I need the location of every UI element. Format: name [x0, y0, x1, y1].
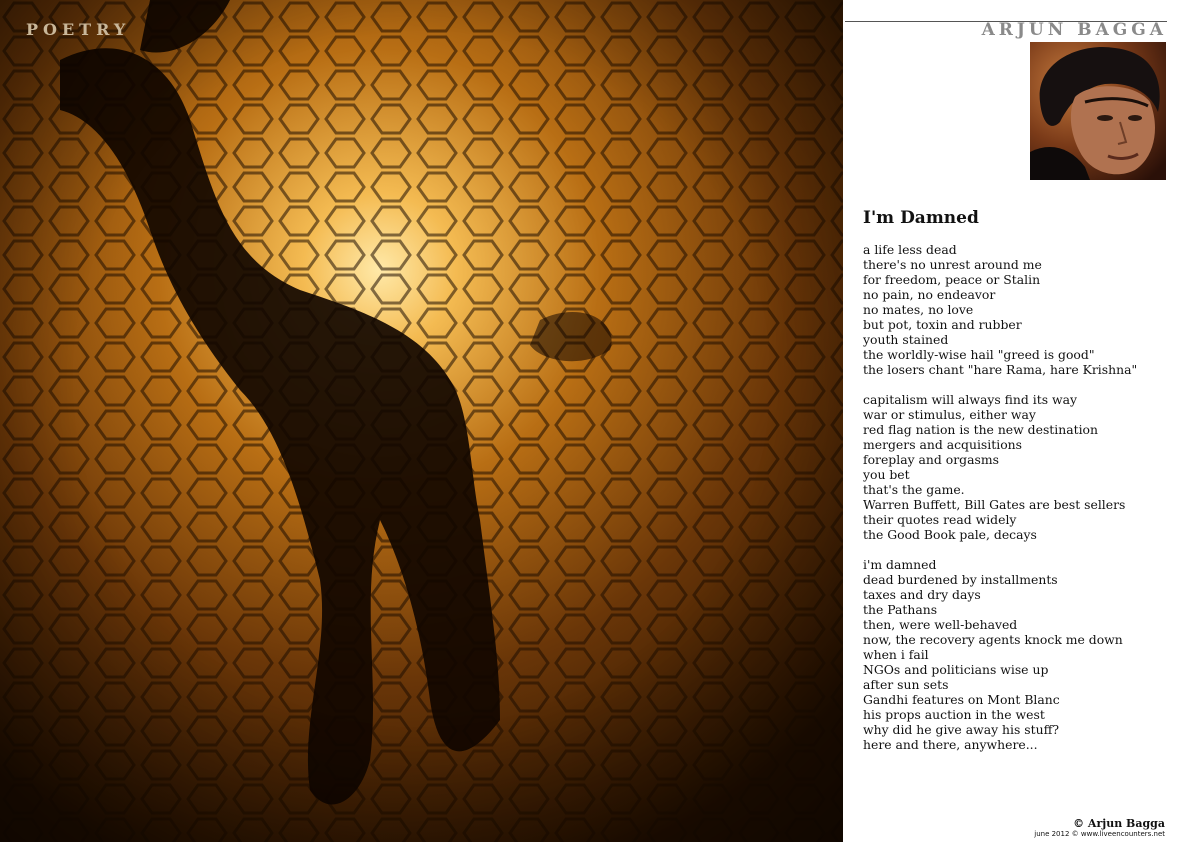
- poem-line: when i fail: [863, 647, 929, 662]
- poem-line: youth stained: [863, 332, 949, 347]
- poem-line: the losers chant "hare Rama, hare Krishna": [863, 362, 1138, 377]
- copyright-notice: © Arjun Bagga: [1073, 817, 1165, 830]
- poem-line: you bet: [863, 467, 910, 482]
- poem-line: the Good Book pale, decays: [863, 527, 1037, 542]
- poem-line: taxes and dry days: [863, 587, 981, 602]
- author-portrait-image: [1030, 42, 1166, 180]
- poem-line: here and there, anywhere...: [863, 737, 1038, 752]
- poem-line: there's no unrest around me: [863, 257, 1042, 272]
- poem-line: why did he give away his stuff?: [863, 722, 1060, 737]
- poem-line: after sun sets: [863, 677, 949, 692]
- poem-line: Warren Buffett, Bill Gates are best sellers: [863, 497, 1126, 512]
- poem-line: mergers and acquisitions: [863, 437, 1022, 452]
- poem-line: then, were well-behaved: [863, 617, 1018, 632]
- poem-line: the Pathans: [863, 602, 938, 617]
- stanza-2: [863, 392, 1137, 542]
- poem-body: [863, 242, 1137, 767]
- poem-line: red flag nation is the new destination: [863, 422, 1098, 437]
- poem-line: their quotes read widely: [863, 512, 1017, 527]
- footer-note: june 2012 © www.liveencounters.net: [1034, 830, 1165, 838]
- stanza-1: [863, 242, 1137, 377]
- poem-line: that's the game.: [863, 482, 965, 497]
- author-portrait: [1030, 42, 1166, 180]
- author-name: ARJUN BAGGA: [981, 20, 1167, 40]
- poem-line: no pain, no endeavor: [863, 287, 996, 302]
- poem-line: the worldly-wise hail "greed is good": [863, 347, 1095, 362]
- poem-line: capitalism will always find its way: [863, 392, 1077, 407]
- poem-line: a life less dead: [863, 242, 957, 257]
- poem-line: for freedom, peace or Stalin: [863, 272, 1041, 287]
- poem-line: Gandhi features on Mont Blanc: [863, 692, 1060, 707]
- poem-line: his props auction in the west: [863, 707, 1045, 722]
- poem-line: war or stimulus, either way: [863, 407, 1036, 422]
- poem-line: no mates, no love: [863, 302, 974, 317]
- poem-line: but pot, toxin and rubber: [863, 317, 1022, 332]
- section-label: POETRY: [26, 20, 131, 39]
- stanza-3: [863, 557, 1137, 752]
- poem-line: now, the recovery agents knock me down: [863, 632, 1123, 647]
- poem-line: foreplay and orgasms: [863, 452, 999, 467]
- poem-line: i'm damned: [863, 557, 937, 572]
- poem-line: NGOs and politicians wise up: [863, 662, 1049, 677]
- poem-line: dead burdened by installments: [863, 572, 1058, 587]
- poem-title: I'm Damned: [863, 208, 979, 228]
